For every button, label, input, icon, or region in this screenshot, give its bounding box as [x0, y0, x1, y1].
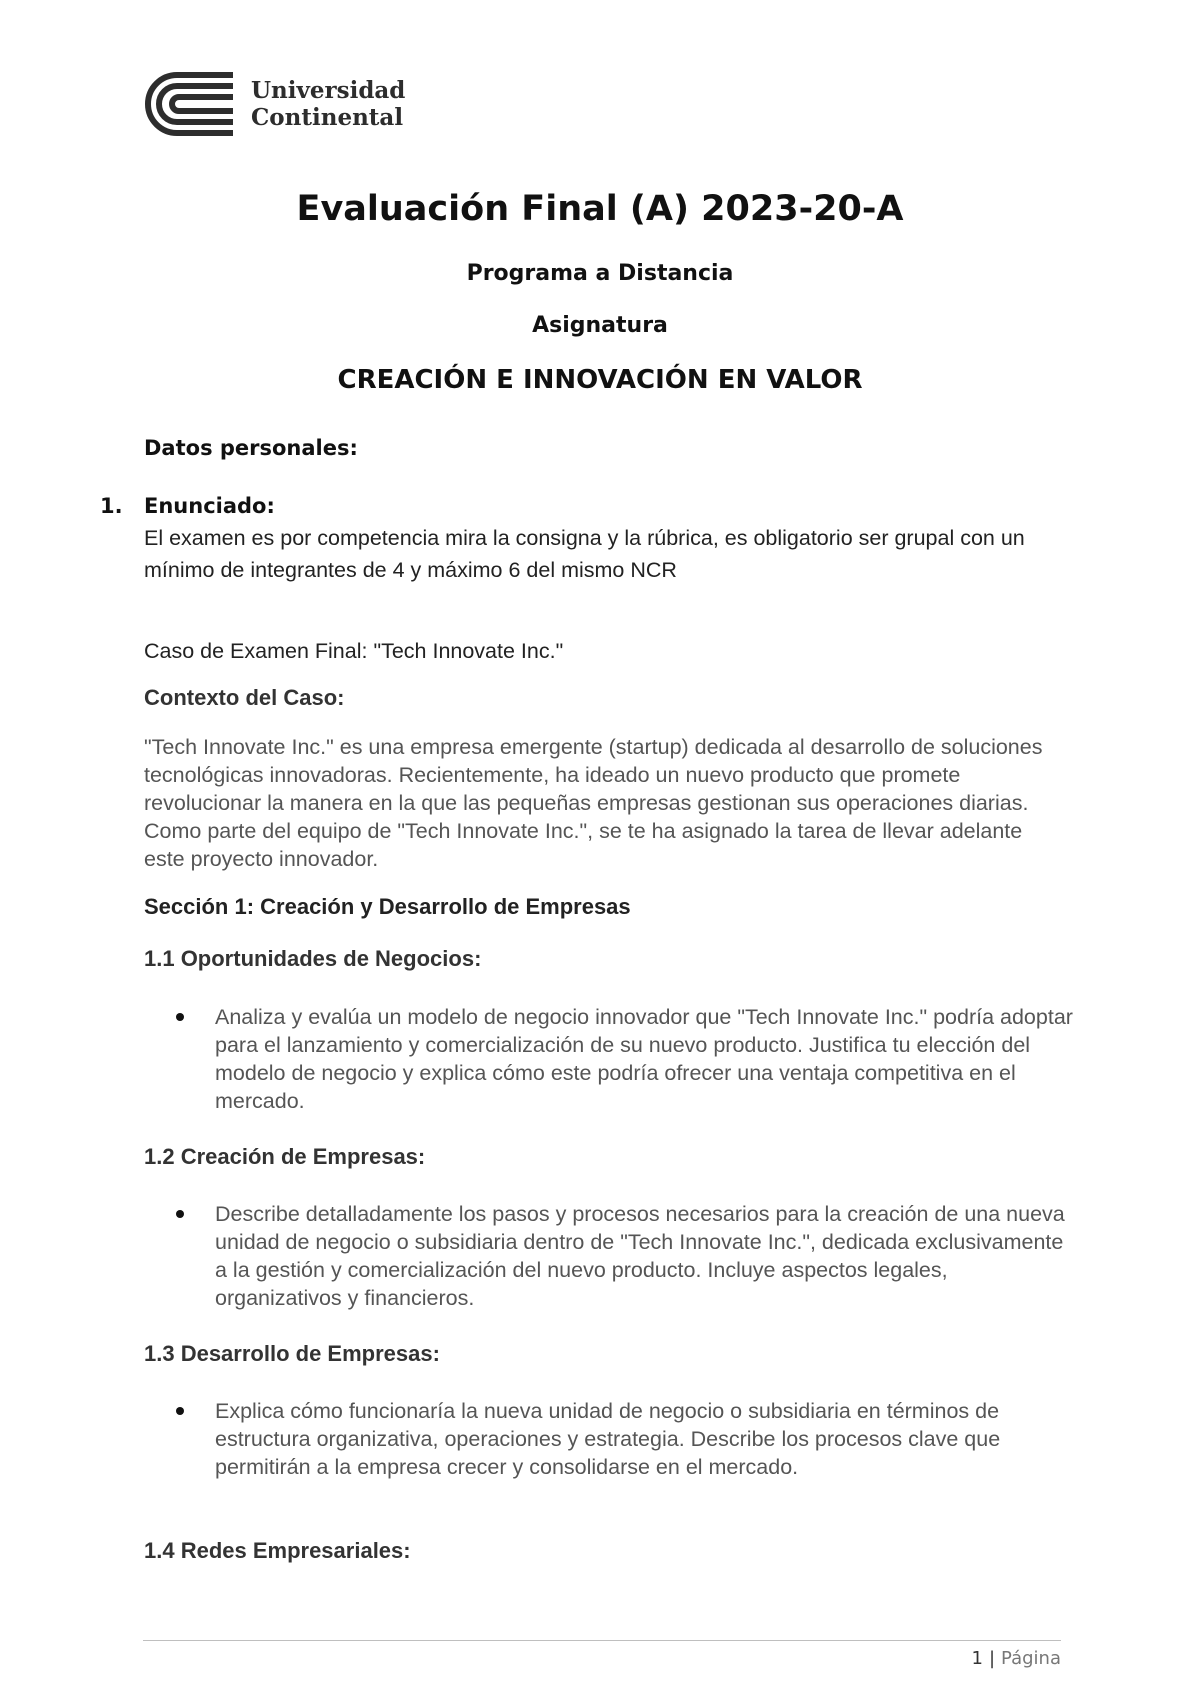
footer-divider	[143, 1640, 1061, 1641]
case-title: Caso de Examen Final: "Tech Innovate Inc."	[144, 639, 564, 663]
section-1-title: Sección 1: Creación y Desarrollo de Empresas	[144, 894, 631, 919]
personal-data-label: Datos personales:	[144, 436, 358, 460]
logo-line-2: Continental	[251, 104, 404, 131]
bullet-icon	[176, 1210, 184, 1218]
section-1-1-item	[176, 1003, 1076, 1115]
university-logo	[143, 70, 405, 138]
context-heading: Contexto del Caso:	[144, 685, 345, 710]
subject-title: CREACIÓN E INNOVACIÓN EN VALOR	[337, 365, 863, 395]
statement-label: Enunciado:	[144, 494, 275, 518]
page-label: Página	[1001, 1648, 1061, 1669]
continental-logo-icon	[143, 70, 235, 138]
section-1-2-heading: 1.2 Creación de Empresas:	[144, 1144, 426, 1169]
section-1-4-heading: 1.4 Redes Empresariales:	[144, 1538, 411, 1563]
page-number: 1	[971, 1648, 983, 1669]
logo-wordmark	[251, 77, 405, 131]
logo-line-1: Universidad	[251, 77, 406, 104]
section-1-3-text: Explica cómo funcionaría la nueva unidad de negocio o subsidiaria en términos de estructura organizativa, operaciones y estrategia. Describe los procesos clave que permitirán a la empresa crecer y consolidarse en el mercado.	[215, 1399, 1001, 1479]
page-footer	[972, 1648, 1061, 1669]
section-1-2-text: Describe detalladamente los pasos y procesos necesarios para la creación de una nueva unidad de negocio o subsidiaria dentro de "Tech Innovate Inc.", dedicada exclusivamente a la gestión y comercialización del nuevo producto. Incluye aspectos legales, organizativos y financieros.	[215, 1202, 1065, 1310]
section-1-3-item	[176, 1397, 1076, 1481]
footer-separator: |	[988, 1648, 996, 1669]
bullet-icon	[176, 1013, 184, 1021]
section-1-1-text: Analiza y evalúa un modelo de negocio innovador que "Tech Innovate Inc." podría adoptar para el lanzamiento y comercialización de su nuevo producto. Justifica tu elección del modelo de negocio y explica cómo este podría ofrecer una ventaja competitiva en el mercado.	[215, 1005, 1073, 1113]
statement-text: El examen es por competencia mira la consigna y la rúbrica, es obligatorio ser grupal con un mínimo de integrantes de 4 y máximo 6 del mismo NCR	[144, 526, 1025, 582]
exam-title: Evaluación Final (A) 2023-20-A	[296, 189, 904, 229]
subject-label: Asignatura	[532, 313, 668, 338]
section-1-1-heading: 1.1 Oportunidades de Negocios:	[144, 946, 482, 971]
statement-number: 1.	[100, 494, 123, 518]
context-text: "Tech Innovate Inc." es una empresa emergente (startup) dedicada al desarrollo de soluciones tecnológicas innovadoras. Recientemente, ha ideado un nuevo producto que promete revolucionar la manera en la que las pequeñas empresas gestionan sus operaciones diarias. Como parte del equipo de "Tech Innovate Inc.", se te ha asignado la tarea de llevar adelante este proyecto innovador.	[144, 735, 1043, 871]
section-1-3-heading: 1.3 Desarrollo de Empresas:	[144, 1341, 440, 1366]
bullet-icon	[176, 1407, 184, 1415]
program-label: Programa a Distancia	[466, 261, 734, 286]
section-1-2-item	[176, 1200, 1076, 1312]
